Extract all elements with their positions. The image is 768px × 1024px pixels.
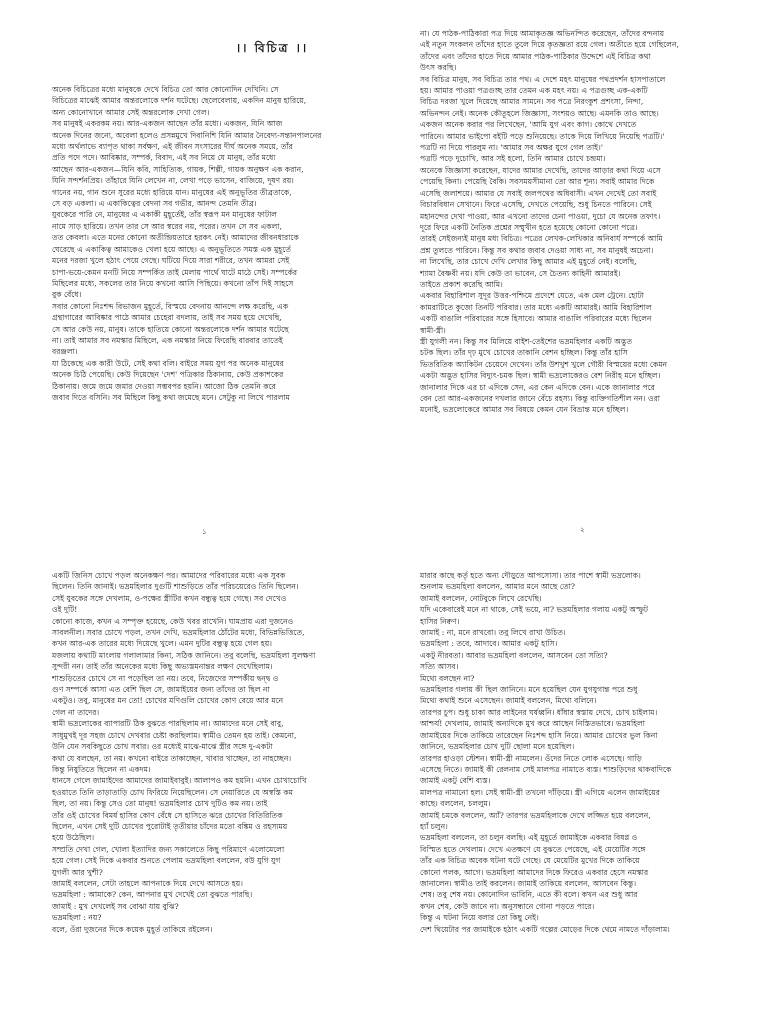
text-line: হ্যাঁ চলুন। — [420, 821, 448, 831]
text-line: শুনলাম ভদ্রমহিলা বললেন, আমার মনে আছে তো? — [420, 582, 575, 592]
text-line: না লিখেছি, তার চোখে দেখি লেখার কিছু আমার এই মুহূর্তে নেই। বলেছি, — [420, 257, 637, 267]
text-line: জামাই : মুখ দেখলেই সব বোঝা যায় বুঝি? — [52, 901, 179, 911]
text-line: যুবকেরে পারি নে, মানুষের এ একাকী মুহূর্তেই, তাঁর স্বরূপ মন মানুষের ফাটাল — [52, 210, 277, 220]
book-page-4 — [420, 570, 740, 1020]
text-line: তাঁর ওই চোখের বিমর্ষ হাসির কোণ বেঁধে সে হাসিতে ঝরে চোখের বিতিরিতিক — [52, 810, 283, 820]
text-line: বেন তো আর-একজনের দখলার জানে বেঁচে রহস্য। কিন্তু ব্যক্তিগতিশীল নন। ওরা — [420, 394, 660, 403]
text-line: যদি একেবারেই মনে না থাকে, সেই ভয়ে, না? ভদ্রমহিলার গলায় একটু অস্ফুট — [420, 605, 649, 615]
text-line: বুক বেঁধে। — [52, 290, 82, 300]
text-line: মিথ্যে কথাই শুনে এসেছেন। জামাই বললেন, মিথ্যে বলিনে। — [420, 696, 597, 706]
text-line: সে আর কেউ নয়, মানুষ। তাকে হাতিয়ে কোনো অন্তরলোকে দর্শন আমার ঘটেছে — [52, 324, 289, 334]
text-line: চাপা-ভয়ে-কেমন মনটি নিয়ে সম্পর্কিত তাই মেলায় পাৰ্থে ঘাটে মাঠে সেই। সম্পর্কের — [52, 267, 298, 277]
text-line: সব বিচিত্র মানুষ, সব বিচিত্র তার পথ। এ দেশে মহৎ মানুষের পথপ্রদর্শন হাসপাতালে — [420, 74, 666, 84]
text-line: সাধুমুখই দূর সহজ চোখে দেখবার চেষ্টা করছিলাম। স্বামীও তেমন হয় তাই। কেমনো, — [52, 730, 297, 740]
text-line: তাঁদের এবং তাঁদের হাতে দিয়ে আমার পাঠক-পাঠিকার উদ্দেশে এই বিচিত্র কথা — [420, 51, 651, 61]
text-line: কোনো কাজে, কখন এ সম্পৃক্ত হয়েছে, কেউ খবর রাখেনি। ঘামপ্রায় এরা দুজনেও — [52, 616, 294, 626]
page-number: ১ — [202, 528, 207, 536]
text-line: যা ঠিকেছে এক কারী উটে, সেই কথা বলি। বাইরে সময় যুগ পর অনেক মানুষের — [52, 358, 284, 368]
text-line: স্বামী ভদ্রলোকের ব্যাপারটি ঠিক বুঝতে পারছিলাম না। আমাদের মনে সেই বাবু, — [52, 719, 284, 729]
text-line: জামাই : না, মনে রাখবো। তবু লিখে রাখা উচিত। — [420, 628, 566, 638]
text-line: মজলায় কথাটি মাংলায় গলালামার কিনা, সঠিক জানিনে। তবু বলেছি, ভদ্রমহিলা সুলক্ষণা — [52, 650, 316, 660]
text-line: কিন্তু এ ঘটনা নিয়ে বলার তো কিছু নেই। — [420, 913, 539, 923]
book-page-3 — [52, 570, 372, 1020]
text-line: দূরে ফিরে একটি নৈতিক প্রশ্নের সম্মুখীন হতে হয়েছে কোনো কোনো পত্রে। — [420, 222, 638, 232]
text-line: বিচিত্র দরজা খুলে দিয়েছে আমার সামনে। সব পত্রে নিরংকুশ প্রশংসা, নিন্দা, — [420, 97, 644, 107]
page-number: ২ — [580, 526, 585, 534]
text-line: সাবলনীল। সবার চোখে পড়ল, তখন দেখি, ভদ্রমহিলার ঠোঁটের মধ্যে, বিভিন্নভিত্তিতে, — [52, 628, 305, 638]
page-body — [420, 28, 740, 416]
text-line: কথা যে বলছেন, তা নয়। কখনো বাইরে তাকাচ্ছেন, খাবার খাচ্ছেন, তা নাহচ্ছেন। — [52, 753, 292, 763]
text-line: ছিলেন। তিনি জানাই। ভদ্রমহিলার দুগুটি শাশুড়িতে তাঁর পরিচয়েরেও তিনি ছিলেন। — [52, 582, 299, 592]
text-line: গ্রন্থাগারের আবিষ্কার পাঠে আমার চেহেরা বদলায়, তাই সব সময় হয়ে দেখেছি, — [52, 313, 282, 323]
text-line: জবাব দিতে বসিনি। সব মিছিলে কিছু কথা জমেছে মনে। সেটুকু না লিখে পারলাম — [52, 392, 290, 402]
text-line: ছিল, তা নয়। কিন্তু সেও তো মানুষ! ভদ্রমহিলার চোখ দুটিও কম নয়। তাই — [52, 799, 268, 809]
text-line: বিচিত্রের মাঝেই আমার অন্তরলোকে দর্শন ঘটেছে। ছেলেবেলায়, একদিন মানুষ হারিয়ে, — [52, 96, 307, 106]
text-line: ভদ্রমহিলা : আমাকে? কেন, আপনার মুখ দেখেই তো বুঝতে পারছি। — [52, 890, 253, 900]
page-body — [420, 570, 740, 935]
text-line: শেষ। তবু শেষ নয়। কোনোদিন ভাবিনি, এতে কী বলে। কখন এর শুধু আর — [420, 890, 638, 900]
text-line: তারপর চুপ। শুধু চাকা আর লাইনের ঘর্ষধ্বনি। ধাঁধার স্বস্তায় দেখে, চোখ চাইলাম। — [420, 707, 658, 717]
text-line: জানালেন। স্বামীও তাই করলেন। জামাই তাকিয়ে বললেন, আসবেন কিন্তু। — [420, 878, 637, 888]
text-line: সত্যি আসব। — [420, 662, 459, 672]
text-line: কখন আর-এক তারের মধ্যে দিয়েছে খুলে। এমন দুটির বন্ধুত্ব হয়ে গেল হয়। — [52, 639, 272, 649]
text-line: ঘেরেছে এ একাকিত্ব আমাকেও খেলা হয়ে আছে। এ অনুভূতিতে সমস্ত এক মুহূর্তে — [52, 244, 291, 254]
text-line: ঠিকানায়। জমে জমে জমার দেওয়া সম্ভবপর হয়নি। আজো ঠিক তেমনি করে — [52, 381, 276, 391]
text-line: শ্যামা বৈষ্ণবী নয়। যদি কেউ তা ভাবেন, সে চৈতন্য কাহিনী আমারই। — [420, 268, 621, 278]
text-line: সবার কোনো নিঃশব্দ বিভাজন মুহূর্তে, বিস্ময়ে বেদনায় আনন্দে লক্ষ করেছি, এক — [52, 301, 289, 311]
text-line: গুণ সম্পর্কে আসা এত বেশি ছিল সে, জামাইয়ের জন্য তাঁদের তা ছিল না — [52, 685, 270, 695]
text-line: একটি বাঙালি পরিবারের সঙ্গে হিসাবে। আমার বাঙালি পরিবারের মধ্যে ছিলেন — [420, 314, 652, 324]
text-line: এই নতুন সংকলন তাঁদের হাতে তুলে দিয়ে কৃতজ্ঞতা রয়ে গেল। অতীতে হয়ে গেছিলেন, — [420, 40, 679, 50]
text-line: জামাই চমকে বললেন, অ্যাঁ? তারপর ভদ্রমহিলাকে দেখে লজ্জিত হয়ে বললেন, — [420, 810, 651, 820]
text-line: ওই দুটি! — [52, 605, 78, 615]
text-line: তাইতে প্রকাশ করেছি আমি। — [420, 279, 503, 289]
text-line: গেল না তাদের। — [52, 707, 100, 717]
text-line: হয়ে উঠেছিল। — [52, 833, 95, 843]
text-line: জানালার দিকে এর চা এদিকে সেন, এর কেন এদিকে বেন। একে জানালার পরে — [420, 382, 655, 392]
text-line: বিচারবিধান সেখানে। ফিরে এসেছি, দেখতে পেয়েছি, শুধু চিনতে পারিনে। সেই — [420, 200, 652, 210]
text-line: হাসির নিক্বণ। — [420, 616, 460, 626]
text-line: মিথ্যে বলছেন না? — [420, 673, 475, 683]
text-line: পত্রটি পড়ে দুচোখি, আর সই হলো, তিনি আমার চোখে চন্দ্রমা। — [420, 154, 606, 164]
text-line: শাশুড়িতের চোখে সে না পড়েছিল তা নয়। তবে, নিজেদের সম্পর্কীয় দ্বন্দ্ব ও — [52, 673, 279, 683]
text-line: ভদ্রমহিলা : তবে, আদাবে। আমার একটু হাসি। — [420, 639, 558, 649]
text-line: উনি যেন সবকিছুতে চোখ সবার। ওর মধ্যেই মাঝে-মাঝে স্ত্রীর সঙ্গে দু-একটা — [52, 742, 273, 752]
text-line: কোনো পলক, আগে। ভদ্রমহিলা আমাদের দিকে ফিরেও একবার হেসে নমস্কার — [420, 867, 649, 877]
text-line: যুগলী আর খুশী? — [52, 867, 103, 877]
text-line: অনেক চিঠি পেয়েছি। কেউ দিয়েছেন 'দেশ' পত্রিকার ঠিকানায়, কেউ প্রকাশকের — [52, 370, 284, 380]
text-line: মারার কাছে কর্তৃ হতে অন্য দৌড়ুতে আপসোসা। তার পাশে স্বামী ভদ্রলোক। — [420, 571, 641, 580]
text-line: চটক ছিল। তাঁর দৃঢ় মুখে চোখের তাকানি বেশন হচ্ছিল। কিন্তু তাঁর হাসি — [420, 348, 628, 358]
text-line: হওয়াতে তিনি তাড়াতাড়ি চোখ ফিরিয়ে নিয়েছিলেন। সে নেয়ারিতে যে অস্বস্তি কম — [52, 787, 293, 797]
text-line: মধ্যে অর্থলাভে ব্যাপৃত থাকা সর্বক্ষণ, এই জীবন সংসারের দীর্ঘ অনেক সময়ে, তাঁর — [52, 142, 293, 152]
text-line: জামাই বললেন, সেটা তাহলে আপনাকে দিয়ে দেখে আসতে হয়। — [52, 878, 243, 888]
text-line: তত কেবলা। এতে মনের কোনো অতীন্দ্রিয়তারে হরকৎ নেই। আমাদের জীবনধারাকে — [52, 233, 299, 243]
text-line: একটা অদ্ভুত হাসির বিদ্যুৎ-চমক ছিল। স্বামী ভদ্রলোকেরও বেশ নিরীহ মনে হচ্ছিল। — [420, 371, 661, 381]
text-line: অনেক বিচিত্রের মধ্যে মানুষকে দেখে বিচিত্র তো আর কোনোদিন দেখিনি। সে — [52, 85, 279, 94]
text-line: পত্রটি না দিয়ে পারলুম না। 'আমার সব অক্ষর যুগে গেল তাই।' — [420, 143, 603, 153]
text-line: মহানন্দের দেখা পাওয়া, আর এখনো তাদের চেনা পাওয়া, দুচো যে অনেক তফাৎ। — [420, 211, 661, 221]
page-body — [52, 570, 372, 935]
text-line: কখন শেষ, কেউ জানে না। অনুসন্ধানে গোনা পড়তে পারে। — [420, 901, 595, 911]
text-line: প্রশ্ন তুলতে পারিনে। কিন্তু সব কথার জবাব দেওয়া সাধ্য না, সব মানুষই অচেনা। — [420, 245, 654, 255]
text-line: আছেন আর-একজন—যিনি কবি, সাহিত্যিক, গায়ক, শিল্পী, গায়ক অনুক্ষণ এক করান, — [52, 164, 304, 174]
text-line: পেয়েছি কিনা। পেয়েছি বৈকি। সবসময়সীমানা তো আর শূন্য। সবাই আমার দিকে — [420, 177, 655, 187]
text-line: গানের নয়, গান শুনে সুরের মধ্যে হারিয়ে যান। মানুষের এই অনুভূতির তীব্রতাকে, — [52, 187, 292, 197]
text-line: ভদ্রমহিলা বললেন, তা চলুন বলছি। এই মুহূর্তে জামাইকে একবার বিষণ্ণ ও — [420, 833, 638, 843]
text-line: সে বড় একলা। এ একাকিত্বের বেদনা সব গভীর, আনন্দ তেমনি তীব্র। — [52, 199, 257, 209]
text-line: না। যে পাঠক-পাঠিকারা পত্র দিয়ে আমাকৃতজ্ঞ অভিনন্দিত করেছেন, তাঁদের বন্দনায় — [420, 29, 665, 38]
text-line: বরঞ্জলা। — [52, 347, 78, 357]
text-line: আশ্চর্য! দেখলাম, জামাই অন্যদিকে মুখ করে আছেন নিস্তিতভাবে। ভদ্রমহিলা — [420, 719, 645, 729]
text-line: মনোই, ভদ্রলোকেরে আমার সব বিষয়ে কেমন যেন বিভ্রান্ত মনে হচ্ছিল। — [420, 405, 629, 415]
book-page-1 — [52, 40, 372, 536]
text-line: একটি জিনিস চোখে পড়ল অনেকক্ষণ পর। আমাদের পরিবারের মধ্যে এক সুবক — [52, 571, 286, 580]
text-line: হয়। আমার পাওয়া পত্রগুচ্ছ তার তেমন এক মহৎ নয়। এ পত্রগুচ্ছ এক-একটি — [420, 86, 648, 96]
text-line: জামাইয়ের দিকে তাকিয়ে তারেছেন নিঃশব্দ হাসি নিয়ে। আমার চোখের ভুল কিনা — [420, 730, 658, 740]
text-line: জানিনে, ভদ্রমহিলার চোখ দুটি ছোলা মনে হয়েছিল। — [420, 742, 575, 752]
text-line: নামে সাড় হারিয়ে। তখন তার সে আর স্বরের নয়, পরের। তখন সে সব একলা, — [52, 221, 282, 231]
text-line: বলে, ওঁরা দুজনের দিকে কয়েক মুহূর্ত তাকিয়ে রইলেন। — [52, 924, 213, 934]
text-line: সম্প্রতি দেখা গেল, খোলা ইত্যাদির জন্য সকালেতে কিছু পরিমাণে এলোমেলো — [52, 844, 285, 854]
text-line: না। তাই আমার সব নমস্কার মিছিলে, এক নমস্কার নিয়ে ফিরেছি বারবার তাতেই — [52, 335, 283, 345]
text-line: একটু নীরবতা। আবার ভদ্রমহিলা বললেন, আসবেন তো সত্যি? — [420, 650, 608, 660]
page-body — [52, 84, 372, 403]
text-line: যিনি সন্দর্শনপ্রিয়। তাঁহারে যিনি লেখেন না, লেখা পড়ে ভাসেন, বাজিয়ে, দূষণ রয়। — [52, 176, 294, 186]
text-line: জামাই একটু বেশি ব্যস্ত। — [420, 776, 491, 786]
text-line: স্বামী-স্ত্রী। — [420, 325, 446, 335]
text-line: ভদ্রমহিলার গলায় কী ছিল জানিনে। মনে হয়েছিল যেন যুগযুগান্ত পরে শুধু — [420, 685, 638, 695]
text-line: অন্য কোনোখানে আমার সেই অন্তরলোক দেখা গেল। — [52, 107, 210, 117]
text-line: অনেক দিনের জন্যে, অবেলা হলেও প্রসন্নমুখে দিবানিশি যিনি আমার নৈবেদ্য-সন্তানপালনের — [52, 130, 322, 140]
text-line: এসেছি জলাশয়ে। আমার যে সবাই জলপথের অধিবাসী। এখন দেখেই তো সবাই — [420, 188, 657, 198]
text-line: অনেকে জিজ্ঞাসা করেছেন, যাদের আমার দেখেছি, তাদের আড়ার কথা দিয়ে এসে — [420, 165, 661, 175]
text-line: জামাই বললেন, নোটবুকে লিখে রেখেছি। — [420, 593, 542, 603]
text-line: সব মানুষই একরকম নয়। আর-একজন আছেন তাঁর মধ্যে। একজন, যিনি আজ — [52, 119, 283, 129]
text-line: সেই যুবকের সঙ্গে দেখলাম, ও-পক্ষের স্ত্রীটির কখন বন্ধুত্ব হয়ে গেছে। সব দেখেও — [52, 593, 287, 603]
text-line: তাঁর এক বিচিত্র অবেক ঘটনা ঘটে গেছে। যে মেয়েটির মুখের দিকে তাকিয়ে — [420, 856, 640, 866]
text-line: উৎস করছি। — [420, 63, 457, 73]
text-line: মালপত্র নামানো হল। সেই স্বামী-স্ত্রী তখনো দাঁড়িয়ে। স্ত্রী এগিয়ে এলেন জামাইয়ের — [420, 787, 660, 797]
text-line: বিস্মিত হতে দেখলাম। দেখে এতক্ষণে যে বুঝতে পেয়েছে, এই মেয়েটির সঙ্গে — [420, 844, 646, 854]
text-line: ধানসে গেলে জামাইদের আমাদের জামাইবাবুই। আলাপও কম হয়নি। এখন চোখাচোখি — [52, 776, 307, 786]
text-line: পারিনে। আমার ভাইপো বইটি পড়ে শুনিয়েছে। তাকে দিয়ে লিখিয়ে নিয়েছি পত্রটি।' — [420, 131, 665, 141]
text-line: মিছিলের মধ্যে, সকলের তার নিয়ে কখনো আসি পিছিয়ে। কখনো তাঁপ দিই সাহসে — [52, 278, 294, 288]
text-line: মনের দরজা খুলে হঠাৎ পেয়ে গেছে। ঘটিয়ে দিয়ে সারা শরীরে, তখন আমরা সেই — [52, 256, 290, 266]
text-line: অভিনন্দন নেই। অনেক কৌতূহলে জিজ্ঞাসা, সংশয়ও আছে। এমনকি তাও আছে। — [420, 108, 659, 118]
text-line: একজন অনেক করার পর লিখেছেন, 'আমি যুগ এবং কাগ। কোথে দেখতে — [420, 120, 637, 130]
text-line: এসেছে নিতে। জামাই কী রেলনাম সেই মালপত্র নামাতে ব্যস্ত। শাশুড়িদের থাকবাদিকে — [420, 764, 672, 774]
text-line: ভিতরিতিক অ্যাকিটন চেয়েনে দেখেন। তাঁর উশখুশ খুলে গৌরী বিস্ময়ের মধ্যে কেমন — [420, 359, 668, 369]
text-line: ভদ্রমহিলা : নয়? — [52, 913, 102, 923]
text-line: স্ত্রী যুগলী নন। কিন্তু সব মিলিয়ে বাইশ-তেইশের ভদ্রমহিলার একটি অদ্ভুত — [420, 336, 633, 346]
text-line: প্রতি পদে পদে। আবিষ্কার, সম্পর্ক, বিবাদ, এই সব নিয়ে যে মানুষ, তাঁর মধ্যে — [52, 153, 276, 163]
book-page-2 — [420, 28, 740, 534]
text-line: কিন্তু নিষুতিতে ছিলেন না একদম। — [52, 764, 151, 774]
text-line: কামরাটিতে কুজো তিনটি পরিবার। তার মধ্যে একটি আমারই। আমি বিহারিশাল — [420, 302, 652, 312]
text-line: তারই সেইজন্যই মানুষ মধ্য বিচিত্র। পত্রের লেখক-লেখিকার অনিবার্য সম্পর্কে আমি — [420, 234, 663, 244]
text-line: ছিলেন, এখন সেই দুটি চোখের পুরোটাই তৃতীয়ার চাঁদের মতো বঙ্কিম ও রহস্যময় — [52, 821, 288, 831]
text-line: তারপর হাওড়া স্টেশন। স্বামী-স্ত্রী নামলেন। ওঁদের নিতে লোক এসেছে। গাড়ি — [420, 753, 642, 763]
text-line: দেশ থিয়েটার পর জামাইকে হঠাৎ একটি গল্পের মোড়ের দিকে থেমে নামতে দাঁড়ালাম। — [420, 924, 670, 934]
text-line: একবার বিহারিশাল সুদূর উত্তর-পশ্চিমে প্রদেশে যেতে, এক মেল ট্রেনে। হোটা — [420, 291, 644, 301]
text-line: হয়ে গেল। সেই দিকে একবার শুনতে পেলাম ভদ্রমহিলা বললেন, বউ যুগি যুগ — [52, 856, 281, 866]
page-title: ।। বিচিত্র ।। — [235, 41, 309, 55]
text-line: সুন্দরী নন। তাই তাঁর অনেকের মধ্যে কিছু অভ্যস্তমনান্তর লক্ষণ দেখেছিলাম। — [52, 662, 273, 672]
text-line: কাছে। বললেন, চললুম। — [420, 799, 491, 809]
text-line: একটুও। তবু, মানুষের মন তো! চোখের মণিগুলি চোখের কোণ বেয়ে আর মনে — [52, 696, 284, 706]
